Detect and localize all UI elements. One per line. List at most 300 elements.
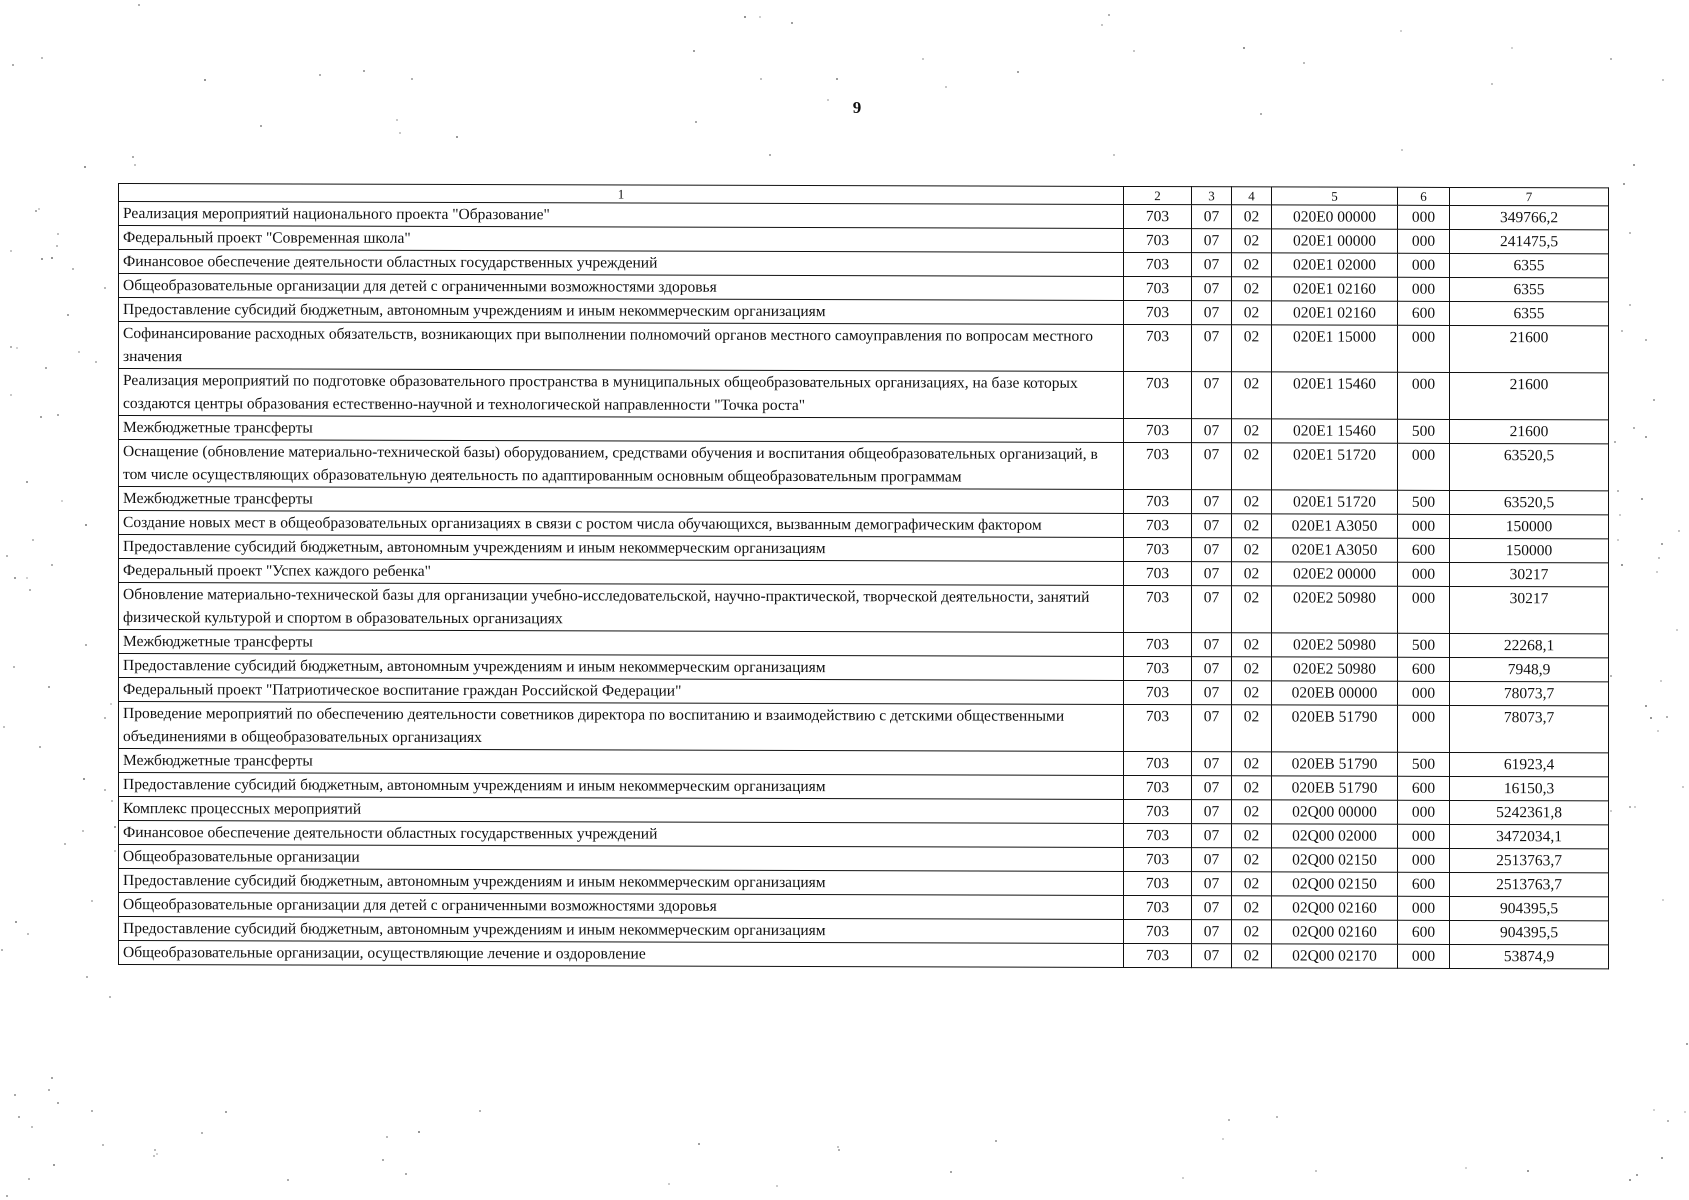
name-cell: Предоставление субсидий бюджетным, автономным учреждениям и иным некоммерческим организациям [119, 869, 1124, 896]
scan-speck [827, 99, 829, 101]
admin-code-cell: 703 [1124, 919, 1192, 943]
scan-speck [26, 481, 28, 483]
scan-speck [84, 166, 86, 168]
name-cell: Предоставление субсидий бюджетным, автономным учреждениям и иным некоммерческим организациям [119, 917, 1124, 944]
scan-speck [114, 850, 116, 852]
name-cell: Проведение мероприятий по обеспечению деятельности советников директора по воспитанию и взаимодействию с детскими общественными объединениями в общеобразовательных организациях [119, 702, 1124, 752]
admin-code-cell: 703 [1124, 324, 1192, 371]
table-row [119, 440, 1609, 491]
scan-speck [57, 233, 59, 235]
scan-speck [836, 78, 838, 80]
scan-speck [45, 367, 47, 369]
scan-speck [13, 666, 15, 668]
section-cell: 07 [1192, 253, 1232, 277]
subsection-cell: 02 [1232, 920, 1272, 944]
section-cell: 07 [1192, 944, 1232, 968]
scan-speck [91, 1110, 93, 1112]
scan-speck [1610, 810, 1612, 812]
name-cell: Реализация мероприятий по подготовке образовательного пространства в муниципальных общеобразовательных организациях, на базе которых создаются центры образования естественно-научной и технологической направленности "Точка роста" [119, 369, 1124, 419]
scan-speck [1682, 786, 1684, 788]
table-row [119, 702, 1609, 753]
name-cell: Межбюджетные трансферты [119, 487, 1124, 514]
scan-speck [10, 394, 12, 396]
scan-speck [64, 843, 66, 845]
header-col-2: 2 [1124, 186, 1192, 204]
expense-type-cell: 000 [1398, 229, 1450, 253]
scan-speck [1662, 79, 1664, 81]
target-article-cell: 020EB 51790 [1272, 705, 1398, 752]
scan-speck [945, 86, 947, 88]
scan-speck [1667, 1120, 1669, 1122]
name-cell: Комплекс процессных мероприятий [119, 797, 1124, 824]
expense-type-cell: 000 [1398, 443, 1450, 490]
target-article-cell: 020E2 50980 [1272, 586, 1398, 633]
amount-cell: 2513763,7 [1450, 872, 1609, 896]
scan-speck [104, 717, 106, 719]
amount-cell: 21600 [1450, 325, 1609, 372]
table-body [119, 202, 1609, 969]
scan-speck [1676, 629, 1678, 631]
amount-cell: 63520,5 [1450, 490, 1609, 514]
scan-speck [1661, 543, 1663, 545]
amount-cell: 30217 [1450, 562, 1609, 586]
scan-speck [225, 1111, 227, 1113]
target-article-cell: 02Q00 02160 [1272, 920, 1398, 944]
scan-speck [693, 50, 695, 52]
amount-cell: 6355 [1450, 277, 1609, 301]
expense-type-cell: 000 [1398, 944, 1450, 968]
subsection-cell: 02 [1232, 776, 1272, 800]
subsection-cell: 02 [1232, 824, 1272, 848]
scan-speck [396, 119, 398, 121]
subsection-cell: 02 [1232, 253, 1272, 277]
section-cell: 07 [1192, 325, 1232, 372]
section-cell: 07 [1192, 657, 1232, 681]
amount-cell: 6355 [1450, 301, 1609, 325]
table-row [119, 226, 1609, 254]
subsection-cell: 02 [1232, 514, 1272, 538]
scan-speck [85, 644, 87, 646]
scan-speck [382, 1159, 384, 1161]
section-cell: 07 [1192, 752, 1232, 776]
budget-table [118, 183, 1609, 969]
scan-speck [1108, 14, 1110, 16]
target-article-cell: 02Q00 02170 [1272, 944, 1398, 968]
expense-type-cell: 600 [1398, 920, 1450, 944]
section-cell: 07 [1192, 229, 1232, 253]
scan-speck [109, 996, 111, 998]
scan-speck [82, 830, 84, 832]
scan-speck [418, 1131, 420, 1133]
scan-speck [1656, 571, 1658, 573]
scan-speck [1610, 675, 1612, 677]
scan-speck [83, 778, 85, 780]
admin-code-cell: 703 [1124, 371, 1192, 418]
table-row [119, 773, 1609, 801]
admin-code-cell: 703 [1124, 847, 1192, 871]
expense-type-cell: 000 [1398, 325, 1450, 372]
scan-speck [1653, 399, 1655, 401]
scan-speck [1633, 164, 1635, 166]
scan-speck [1629, 232, 1631, 234]
scan-speck [1657, 730, 1659, 732]
expense-type-cell: 500 [1398, 633, 1450, 657]
section-cell: 07 [1192, 586, 1232, 633]
admin-code-cell: 703 [1124, 799, 1192, 823]
amount-cell: 6355 [1450, 253, 1609, 277]
scan-speck [10, 250, 12, 252]
expense-type-cell: 000 [1398, 681, 1450, 705]
admin-code-cell: 703 [1124, 943, 1192, 967]
target-article-cell: 020E1 02160 [1272, 301, 1398, 325]
scan-speck [27, 933, 29, 935]
expense-type-cell: 600 [1398, 657, 1450, 681]
amount-cell: 5242361,8 [1450, 800, 1609, 824]
scan-speck [1619, 514, 1621, 516]
admin-code-cell: 703 [1124, 775, 1192, 799]
scan-speck [1182, 1177, 1184, 1179]
scan-speck [1645, 436, 1647, 438]
scan-speck [995, 1140, 997, 1142]
scan-speck [1623, 183, 1625, 185]
header-col-3: 3 [1192, 187, 1232, 205]
scan-speck [456, 136, 458, 138]
name-cell: Межбюджетные трансферты [119, 416, 1124, 443]
scan-speck [1621, 330, 1623, 332]
scan-speck [48, 1089, 50, 1091]
amount-cell: 150000 [1450, 538, 1609, 562]
subsection-cell: 02 [1232, 586, 1272, 633]
subsection-cell: 02 [1232, 848, 1272, 872]
subsection-cell: 02 [1232, 800, 1272, 824]
expense-type-cell: 000 [1398, 277, 1450, 301]
scan-speck [776, 1185, 778, 1187]
subsection-cell: 02 [1232, 229, 1272, 253]
scan-speck [1678, 530, 1680, 532]
amount-cell: 30217 [1450, 586, 1609, 633]
target-article-cell: 020E1 00000 [1272, 229, 1398, 253]
scan-speck [1, 949, 3, 951]
target-article-cell: 020EB 00000 [1272, 681, 1398, 705]
scan-speck [114, 826, 116, 828]
amount-cell: 904395,5 [1450, 896, 1609, 920]
target-article-cell: 020E0 00000 [1272, 205, 1398, 229]
amount-cell: 904395,5 [1450, 920, 1609, 944]
name-cell: Обновление материально-технической базы для организации учебно-исследовательской, научно-практической, творческой деятельности, занятий физической культурой и спортом в образовательных организациях [119, 583, 1124, 633]
scan-speck [1686, 1043, 1688, 1045]
amount-cell: 7948,9 [1450, 657, 1609, 681]
amount-cell: 16150,3 [1450, 776, 1609, 800]
scan-speck [1636, 1174, 1638, 1176]
subsection-cell: 02 [1232, 896, 1272, 920]
table-row [119, 869, 1609, 897]
admin-code-cell: 703 [1124, 513, 1192, 537]
scan-speck [1400, 30, 1402, 32]
admin-code-cell: 703 [1124, 489, 1192, 513]
expense-type-cell: 000 [1398, 562, 1450, 586]
scan-speck [1610, 58, 1612, 60]
scan-speck [110, 703, 112, 705]
expense-type-cell: 000 [1398, 848, 1450, 872]
scan-speck [411, 78, 413, 80]
scan-speck [12, 64, 14, 66]
name-cell: Финансовое обеспечение деятельности областных государственных учреждений [119, 250, 1124, 277]
target-article-cell: 020E2 50980 [1272, 657, 1398, 681]
scan-speck [26, 577, 28, 579]
scan-speck [78, 351, 80, 353]
admin-code-cell: 703 [1124, 204, 1192, 228]
scan-speck [922, 58, 924, 60]
admin-code-cell: 703 [1124, 704, 1192, 751]
table-row [119, 369, 1609, 420]
table-row [119, 250, 1609, 278]
table-row [119, 845, 1609, 873]
table-row [119, 678, 1609, 706]
admin-code-cell: 703 [1124, 585, 1192, 632]
section-cell: 07 [1192, 633, 1232, 657]
name-cell: Предоставление субсидий бюджетным, автономным учреждениям и иным некоммерческим организациям [119, 654, 1124, 681]
amount-cell: 63520,5 [1450, 443, 1609, 490]
scan-speck [1260, 113, 1262, 115]
scan-speck [1303, 62, 1305, 64]
admin-code-cell: 703 [1124, 228, 1192, 252]
scan-speck [14, 1094, 16, 1096]
name-cell: Общеобразовательные организации, осуществляющие лечение и оздоровление [119, 941, 1124, 968]
expense-type-cell: 000 [1398, 372, 1450, 419]
expense-type-cell: 500 [1398, 490, 1450, 514]
scan-speck [837, 1146, 839, 1148]
scan-speck [479, 1110, 481, 1112]
scan-speck [1658, 557, 1660, 559]
scan-speck [1653, 1109, 1655, 1111]
scan-speck [3, 726, 5, 728]
scan-speck [1017, 71, 1019, 73]
scan-speck [104, 789, 106, 791]
section-cell: 07 [1192, 824, 1232, 848]
subsection-cell: 02 [1232, 705, 1272, 752]
name-cell: Межбюджетные трансферты [119, 630, 1124, 657]
scan-speck [51, 564, 53, 566]
table-row [119, 917, 1609, 945]
scan-speck [1662, 899, 1664, 901]
scan-speck [51, 1077, 53, 1079]
scan-speck [769, 154, 771, 156]
scan-speck [287, 1179, 289, 1181]
table-row [119, 941, 1609, 969]
section-cell: 07 [1192, 205, 1232, 229]
scan-speck [405, 1173, 407, 1175]
target-article-cell: 02Q00 02150 [1272, 848, 1398, 872]
expense-type-cell: 000 [1398, 705, 1450, 752]
scan-speck [1617, 490, 1619, 492]
scan-speck [1633, 427, 1635, 429]
scan-speck [95, 361, 97, 363]
target-article-cell: 020EB 51790 [1272, 752, 1398, 776]
expense-type-cell: 000 [1398, 514, 1450, 538]
scan-speck [57, 414, 59, 416]
expense-type-cell: 000 [1398, 205, 1450, 229]
table-row [119, 511, 1609, 539]
target-article-cell: 02Q00 02000 [1272, 824, 1398, 848]
table-row [119, 583, 1609, 634]
scan-speck [1243, 47, 1245, 49]
scan-speck [1621, 564, 1623, 566]
amount-cell: 2513763,7 [1450, 848, 1609, 872]
admin-code-cell: 703 [1124, 537, 1192, 561]
scan-speck [41, 258, 43, 260]
section-cell: 07 [1192, 681, 1232, 705]
scan-speck [1645, 705, 1647, 707]
subsection-cell: 02 [1232, 372, 1272, 419]
name-cell: Федеральный проект "Патриотическое воспитание граждан Российской Федерации" [119, 678, 1124, 705]
expense-type-cell: 600 [1398, 776, 1450, 800]
scan-speck [1634, 806, 1636, 808]
scan-speck [1650, 717, 1652, 719]
section-cell: 07 [1192, 896, 1232, 920]
amount-cell: 150000 [1450, 514, 1609, 538]
scan-speck [760, 78, 762, 80]
target-article-cell: 02Q00 02150 [1272, 872, 1398, 896]
scan-speck [1101, 24, 1103, 26]
scan-speck [6, 1195, 8, 1197]
amount-cell: 21600 [1450, 372, 1609, 419]
name-cell: Финансовое обеспечение деятельности областных государственных учреждений [119, 821, 1124, 848]
scan-speck [1617, 539, 1619, 541]
name-cell: Предоставление субсидий бюджетным, автономным учреждениям и иным некоммерческим организациям [119, 298, 1124, 325]
admin-code-cell: 703 [1124, 680, 1192, 704]
subsection-cell: 02 [1232, 205, 1272, 229]
scan-speck [35, 210, 37, 212]
name-cell: Предоставление субсидий бюджетным, автономным учреждениям и иным некоммерческим организациям [119, 773, 1124, 800]
scan-speck [1629, 806, 1631, 808]
scan-speck [14, 577, 16, 579]
scan-speck [31, 1126, 33, 1128]
target-article-cell: 020E1 15460 [1272, 419, 1398, 443]
subsection-cell: 02 [1232, 419, 1272, 443]
expense-type-cell: 600 [1398, 538, 1450, 562]
scan-speck [1315, 1170, 1317, 1172]
target-article-cell: 020E1 15460 [1272, 372, 1398, 419]
amount-cell: 241475,5 [1450, 229, 1609, 253]
scan-speck [1629, 304, 1631, 306]
scan-speck [153, 1155, 155, 1157]
name-cell: Оснащение (обновление материально-технической базы) оборудованием, средствами обучения и воспитания общеобразовательных организаций, в том числе осуществляющих образовательную деятельность по адаптированным основным общеобразовательным программам [119, 440, 1124, 490]
scan-speck [950, 1171, 952, 1173]
page-number: 9 [852, 98, 862, 117]
section-cell: 07 [1192, 705, 1232, 752]
section-cell: 07 [1192, 776, 1232, 800]
scan-speck [759, 16, 761, 18]
scan-speck [134, 164, 136, 166]
expense-type-cell: 000 [1398, 800, 1450, 824]
expense-type-cell: 000 [1398, 253, 1450, 277]
table-row [119, 654, 1609, 682]
scan-speck [791, 22, 793, 24]
scan-speck [102, 1144, 104, 1146]
expense-type-cell: 600 [1398, 872, 1450, 896]
subsection-cell: 02 [1232, 633, 1272, 657]
scan-speck [1684, 1111, 1686, 1113]
scan-speck [1401, 149, 1403, 151]
section-cell: 07 [1192, 848, 1232, 872]
section-cell: 07 [1192, 920, 1232, 944]
scan-speck [6, 555, 8, 557]
name-cell: Предоставление субсидий бюджетным, автономным учреждениям и иным некоммерческим организациям [119, 535, 1124, 562]
amount-cell: 22268,1 [1450, 633, 1609, 657]
amount-cell: 21600 [1450, 419, 1609, 443]
admin-code-cell: 703 [1124, 300, 1192, 324]
target-article-cell: 020E1 51720 [1272, 490, 1398, 514]
scan-speck [1113, 154, 1115, 156]
subsection-cell: 02 [1232, 944, 1272, 968]
scan-speck [154, 1149, 156, 1151]
scan-speck [56, 245, 58, 247]
scan-speck [57, 1102, 59, 1104]
scan-speck [1133, 50, 1135, 52]
scan-speck [41, 57, 43, 59]
header-col-6: 6 [1398, 187, 1450, 205]
table-row [119, 821, 1609, 849]
scan-speck [67, 314, 69, 316]
name-cell: Создание новых мест в общеобразовательных организациях в связи с ростом числа обучающихся, вызванным демографическим фактором [119, 511, 1124, 538]
scan-speck [72, 268, 74, 270]
admin-code-cell: 703 [1124, 656, 1192, 680]
name-cell: Общеобразовательные организации для детей с ограниченными возможностями здоровья [119, 274, 1124, 301]
section-cell: 07 [1192, 872, 1232, 896]
subsection-cell: 02 [1232, 752, 1272, 776]
scan-speck [363, 70, 365, 72]
header-col-4: 4 [1232, 187, 1272, 205]
subsection-cell: 02 [1232, 538, 1272, 562]
scan-speck [1660, 680, 1662, 682]
expense-type-cell: 500 [1398, 752, 1450, 776]
subsection-cell: 02 [1232, 562, 1272, 586]
section-cell: 07 [1192, 800, 1232, 824]
scan-speck [201, 1132, 203, 1134]
target-article-cell: 020E1 51720 [1272, 443, 1398, 490]
scan-speck [104, 287, 106, 289]
target-article-cell: 020E1 15000 [1272, 325, 1398, 372]
scan-speck [1222, 1138, 1224, 1140]
name-cell: Общеобразовательные организации для детей с ограниченными возможностями здоровья [119, 893, 1124, 920]
target-article-cell: 020EB 51790 [1272, 776, 1398, 800]
scan-speck [39, 746, 41, 748]
amount-cell: 61923,4 [1450, 752, 1609, 776]
subsection-cell: 02 [1232, 443, 1272, 490]
expense-type-cell: 500 [1398, 419, 1450, 443]
scan-speck [668, 1183, 670, 1185]
admin-code-cell: 703 [1124, 418, 1192, 442]
scan-speck [260, 125, 262, 127]
name-cell: Реализация мероприятий национального проекта "Образование" [119, 202, 1124, 229]
amount-cell: 3472034,1 [1450, 824, 1609, 848]
scan-speck [111, 800, 113, 802]
admin-code-cell: 703 [1124, 442, 1192, 489]
name-cell: Общеобразовательные организации [119, 845, 1124, 872]
scan-speck [32, 539, 34, 541]
scan-speck [10, 346, 12, 348]
target-article-cell: 02Q00 00000 [1272, 800, 1398, 824]
scan-speck [91, 900, 93, 902]
expense-type-cell: 000 [1398, 586, 1450, 633]
expense-type-cell: 000 [1398, 824, 1450, 848]
name-cell: Федеральный проект "Успех каждого ребенка" [119, 559, 1124, 586]
scan-speck [38, 208, 40, 210]
amount-cell: 78073,7 [1450, 681, 1609, 705]
admin-code-cell: 703 [1124, 823, 1192, 847]
admin-code-cell: 703 [1124, 561, 1192, 585]
scan-speck [61, 500, 63, 502]
